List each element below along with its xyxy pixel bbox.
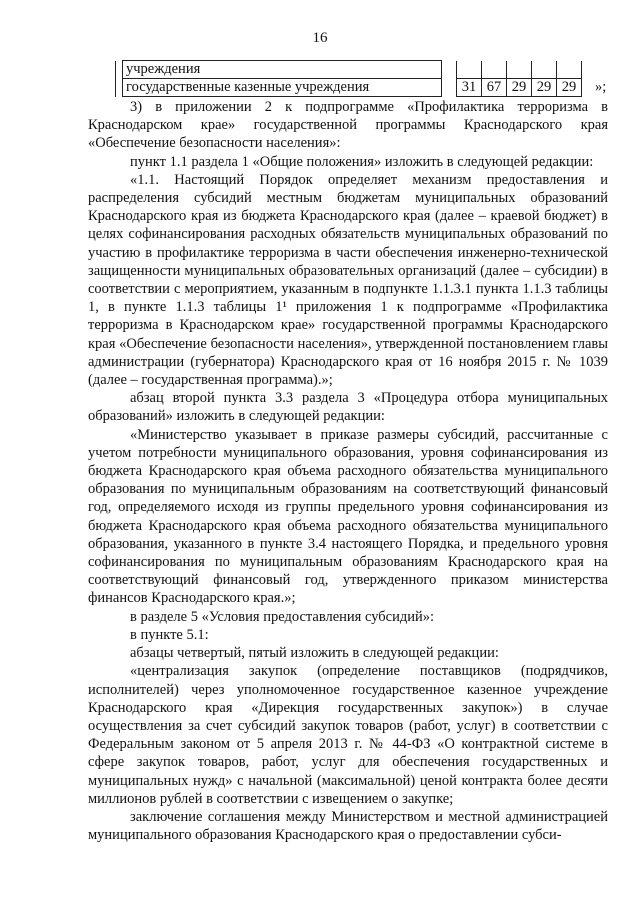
paragraph: «Министерство указывает в приказе размеры субсидий, рассчитанные с учетом потребности муниципального образования, уровня софинансирования из бюджета Краснодарского края объема расходного обязательства муниципального образования по муниципальным образованиям на соответствующий финансовый год, определяемого исходя из группы предельного уровня софинансирования из бюджета Краснодарского края объема расходного обязательства муниципального образования, указанного в пункте 3.4 настоящего Порядка, и предельного уровня софинансирования по муниципальным образованиям Краснодарского края на соответствующий финансовый год, утвержденного приказом министерства финансов Краснодарского края.»; xyxy=(88,426,608,607)
table-cell-label: учреждения xyxy=(123,61,442,79)
page-number: 16 xyxy=(312,30,328,46)
table-cell-value: 31 xyxy=(457,79,482,97)
paragraph: пункт 1.1 раздела 1 «Общие положения» изложить в следующей редакции: xyxy=(130,153,594,170)
paragraph: абзацы четвертый, пятый изложить в следующей редакции: xyxy=(130,645,499,662)
body-text xyxy=(88,98,608,844)
table-cell-label: государственные казенные учреждения xyxy=(123,79,442,97)
table-cell-value: 67 xyxy=(482,79,507,97)
table-cell-value: 29 xyxy=(507,79,532,97)
paragraph: «централизация закупок (определение поставщиков (подрядчиков, исполнителей) через уполномоченное государственное казенное учреждение Краснодарского края «Дирекция государственных закупок») в случае осуществления за счет субсидий закупок товаров (работ, услуг) в соответствии с Федеральным законом от 5 апреля 2013 г. № 44-ФЗ «О контрактной системе в сфере закупок товаров, работ, услуг для обеспечения государственных и муниципальных нужд» с начальной (максимальной) ценой контракта более десяти миллионов рублей в соответствии с извещением о закупке; xyxy=(88,663,608,807)
paragraph: «1.1. Настоящий Порядок определяет механизм предоставления и распределения субсидий местным бюджетам муниципальных образований Краснодарского края из бюджета Краснодарского края (далее – краевой бюджет) в целях софинансирования расходных обязательств муниципальных образований по участию в профилактике терроризма в части обеспечения инженерно-технической защищенности муниципальных образовательных организаций (далее – субсидии) в соответствии с мероприятием, указанным в подпункте 1.1.3.1 пункта 1.1.3 таблицы 1, в пункте 1.1.3 таблицы 1¹ приложения 1 к подпрограмме «Профилактика терроризма в Краснодарском крае» государственной программы Краснодарского края «Обеспечение безопасности населения», утвержденной постановлением главы администрации (губернатора) Краснодарского края от 16 ноября 2015 г. № 1039 (далее – государственная программа).»; xyxy=(88,171,608,389)
table-row xyxy=(116,79,582,97)
paragraph: в пункте 5.1: xyxy=(130,626,209,643)
table-fragment xyxy=(115,60,582,97)
paragraph: абзац второй пункта 3.3 раздела 3 «Процедура отбора муниципальных образований» изложить в следующей редакции: xyxy=(88,390,608,425)
paragraph: в разделе 5 «Условия предоставления субсидий»: xyxy=(130,608,435,625)
table-cell-value: 29 xyxy=(532,79,557,97)
table-closing-quote: »; xyxy=(595,79,607,95)
paragraph: заключение соглашения между Министерством и местной администрацией муниципального образования Краснодарского края о предоставлении субси- xyxy=(88,808,608,844)
table-row xyxy=(116,61,582,79)
paragraph: 3) в приложении 2 к подпрограмме «Профилактика терроризма в Краснодарском крае» государственной программы Краснодарского края «Обеспечение безопасности населения»: xyxy=(88,99,608,152)
table-cell-value: 29 xyxy=(557,79,582,97)
